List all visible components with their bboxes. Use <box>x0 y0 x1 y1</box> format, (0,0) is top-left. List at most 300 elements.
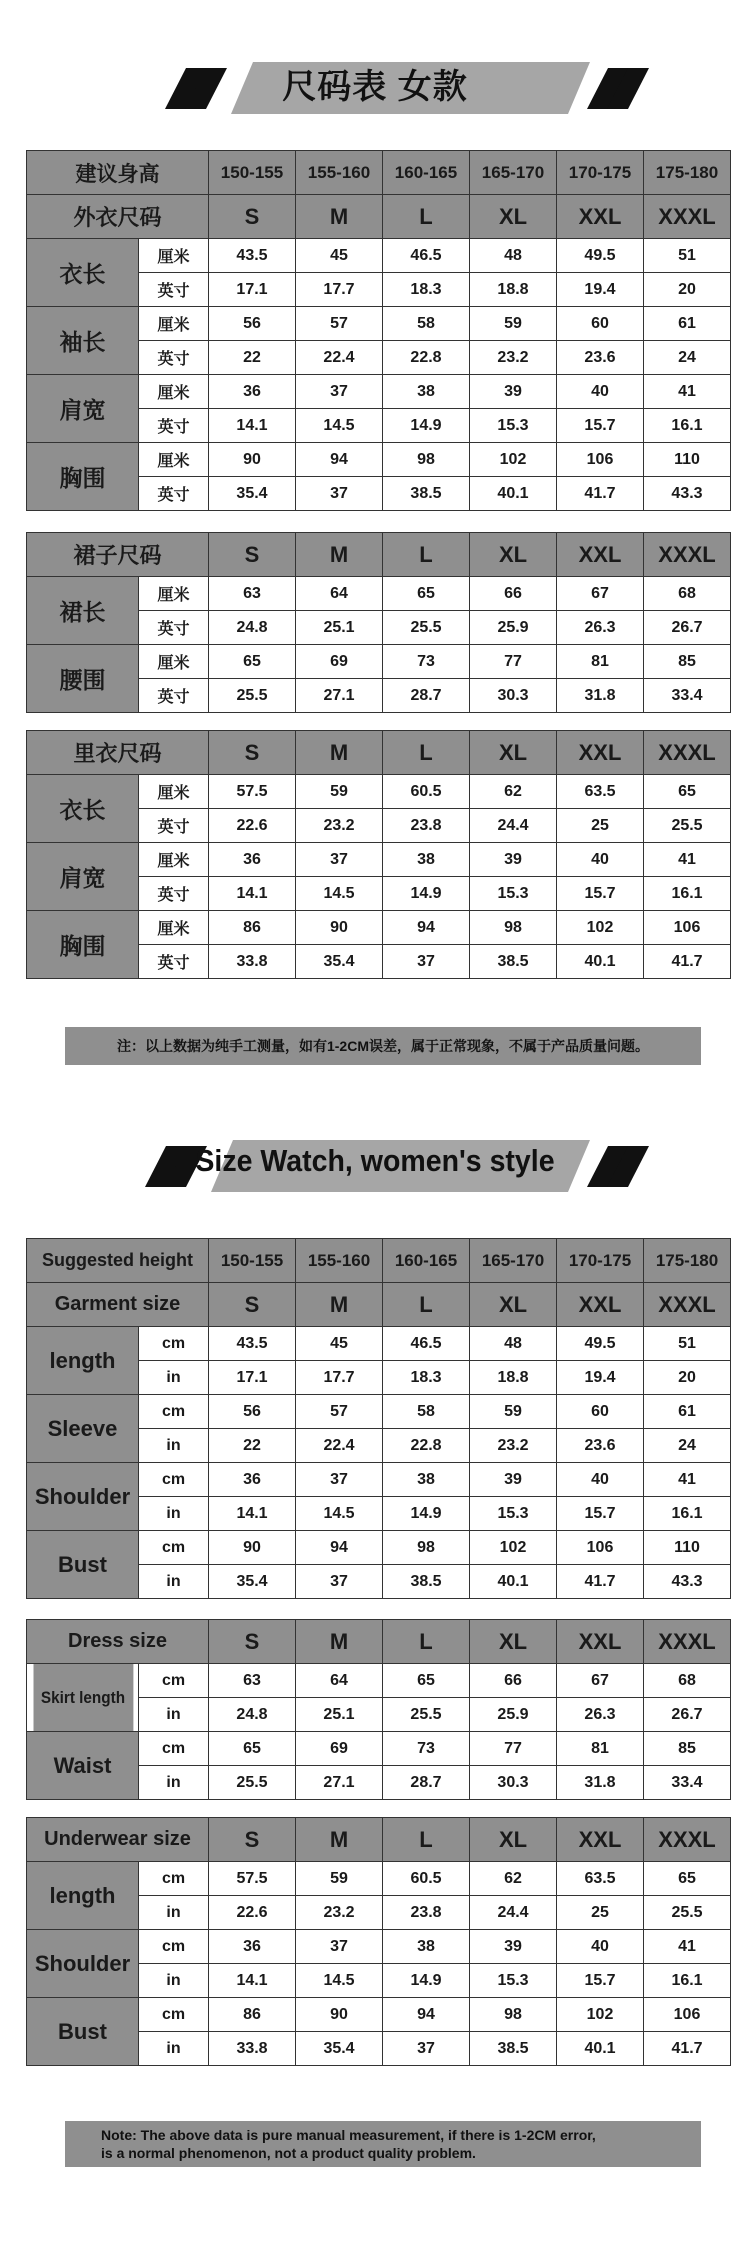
measurement-value: 106 <box>557 443 644 477</box>
page-title-cn: 尺码表 女款 <box>282 67 468 106</box>
measurement-value: 39 <box>470 1463 557 1497</box>
unit-label: in <box>139 1565 209 1599</box>
unit-label: in <box>139 2032 209 2066</box>
measurement-value: 40 <box>557 375 644 409</box>
unit-label: 厘米 <box>139 911 209 945</box>
measurement-value: 22.4 <box>296 341 383 375</box>
measurement-label: Shoulder <box>27 1463 139 1531</box>
measurement-value: 37 <box>296 1565 383 1599</box>
table-row <box>27 1998 731 2032</box>
unit-label: in <box>139 1698 209 1732</box>
measurement-value: 18.8 <box>470 1361 557 1395</box>
measurement-value: 14.1 <box>209 1497 296 1531</box>
measurement-value: 22.6 <box>209 1896 296 1930</box>
note-line-2: is a normal phenomenon, not a product quality problem. <box>101 2145 476 2161</box>
measurement-value: 57 <box>296 307 383 341</box>
measurement-value: 33.8 <box>209 2032 296 2066</box>
height-row <box>27 1239 731 1283</box>
size-label: XXXL <box>644 533 731 577</box>
measurement-value: 15.3 <box>470 1497 557 1531</box>
height-range: 165-170 <box>470 1239 557 1283</box>
measurement-value: 17.7 <box>296 1361 383 1395</box>
measurement-value: 106 <box>644 1998 731 2032</box>
measurement-value: 40.1 <box>470 477 557 511</box>
measurement-value: 40 <box>557 1930 644 1964</box>
height-range: 170-175 <box>557 1239 644 1283</box>
measurement-value: 14.1 <box>209 877 296 911</box>
measurement-value: 20 <box>644 1361 731 1395</box>
measurement-value: 25.5 <box>209 679 296 713</box>
size-label: XXL <box>557 731 644 775</box>
page-title-en: Size Watch, women's style <box>195 1143 555 1178</box>
inner-size-table-cn <box>26 730 731 979</box>
measurement-value: 86 <box>209 1998 296 2032</box>
measurement-value: 16.1 <box>644 1497 731 1531</box>
size-label: S <box>209 731 296 775</box>
table-row <box>27 843 731 877</box>
measurement-value: 43.3 <box>644 477 731 511</box>
measurement-value: 48 <box>470 1327 557 1361</box>
size-label: S <box>209 195 296 239</box>
size-label: XXL <box>557 533 644 577</box>
size-label: XXXL <box>644 195 731 239</box>
size-section-label: 里衣尺码 <box>27 731 209 775</box>
size-header-row <box>27 1283 731 1327</box>
measurement-value: 110 <box>644 1531 731 1565</box>
unit-label: 厘米 <box>139 375 209 409</box>
measurement-value: 58 <box>383 307 470 341</box>
measurement-label: length <box>27 1862 139 1930</box>
size-label: L <box>383 1818 470 1862</box>
measurement-value: 63 <box>209 1664 296 1698</box>
skirt-size-table-cn <box>26 532 731 713</box>
unit-label: 英寸 <box>139 409 209 443</box>
unit-label: 英寸 <box>139 877 209 911</box>
size-label: M <box>296 1818 383 1862</box>
measurement-value: 41.7 <box>644 2032 731 2066</box>
height-range: 150-155 <box>209 1239 296 1283</box>
measurement-value: 37 <box>383 945 470 979</box>
measurement-value: 57.5 <box>209 775 296 809</box>
measurement-value: 46.5 <box>383 239 470 273</box>
height-label: Suggested height <box>27 1239 209 1283</box>
measurement-value: 57.5 <box>209 1862 296 1896</box>
measurement-value: 77 <box>470 1732 557 1766</box>
unit-label: 英寸 <box>139 477 209 511</box>
measurement-value: 43.3 <box>644 1565 731 1599</box>
measurement-value: 25.9 <box>470 1698 557 1732</box>
unit-label: cm <box>139 1732 209 1766</box>
title-banner-en <box>0 1126 750 1196</box>
measurement-value: 66 <box>470 1664 557 1698</box>
measurement-value: 23.6 <box>557 341 644 375</box>
size-section-label: Garment size <box>27 1283 209 1327</box>
unit-label: cm <box>139 1463 209 1497</box>
size-label: M <box>296 1283 383 1327</box>
measurement-value: 36 <box>209 1463 296 1497</box>
size-section-label: 裙子尺码 <box>27 533 209 577</box>
measurement-value: 69 <box>296 645 383 679</box>
measurement-value: 14.9 <box>383 1497 470 1531</box>
outer-size-table-cn <box>26 150 731 511</box>
size-label: M <box>296 731 383 775</box>
height-range: 175-180 <box>644 1239 731 1283</box>
unit-label: 英寸 <box>139 341 209 375</box>
measurement-value: 33.4 <box>644 1766 731 1800</box>
height-range: 155-160 <box>296 151 383 195</box>
measurement-value: 37 <box>383 2032 470 2066</box>
size-header-row <box>27 731 731 775</box>
measurement-value: 25.5 <box>209 1766 296 1800</box>
unit-label: cm <box>139 1531 209 1565</box>
measurement-value: 16.1 <box>644 877 731 911</box>
measurement-value: 25.9 <box>470 611 557 645</box>
measurement-value: 24.8 <box>209 1698 296 1732</box>
measurement-value: 38 <box>383 843 470 877</box>
height-row <box>27 151 731 195</box>
measurement-value: 94 <box>383 1998 470 2032</box>
table-row <box>27 1930 731 1964</box>
size-label: XXXL <box>644 1283 731 1327</box>
table-row <box>27 443 731 477</box>
measurement-value: 26.7 <box>644 611 731 645</box>
measurement-value: 31.8 <box>557 1766 644 1800</box>
measurement-value: 40 <box>557 843 644 877</box>
measurement-value: 26.7 <box>644 1698 731 1732</box>
table-row <box>27 1531 731 1565</box>
measurement-value: 65 <box>209 1732 296 1766</box>
size-label: M <box>296 1620 383 1664</box>
measurement-label: Sleeve <box>27 1395 139 1463</box>
measurement-value: 23.2 <box>470 1429 557 1463</box>
measurement-label: Bust <box>27 1998 139 2066</box>
height-range: 160-165 <box>383 1239 470 1283</box>
table-row <box>27 307 731 341</box>
measurement-value: 14.9 <box>383 877 470 911</box>
measurement-value: 22.8 <box>383 341 470 375</box>
measurement-value: 25.5 <box>383 611 470 645</box>
measurement-value: 40.1 <box>557 945 644 979</box>
measurement-value: 61 <box>644 1395 731 1429</box>
measurement-value: 24 <box>644 1429 731 1463</box>
measurement-value: 23.2 <box>296 809 383 843</box>
measurement-value: 66 <box>470 577 557 611</box>
measurement-value: 60 <box>557 1395 644 1429</box>
size-label: XL <box>470 1818 557 1862</box>
measurement-value: 33.4 <box>644 679 731 713</box>
measurement-value: 94 <box>383 911 470 945</box>
measurement-value: 30.3 <box>470 679 557 713</box>
measurement-value: 41 <box>644 1930 731 1964</box>
measurement-value: 94 <box>296 443 383 477</box>
measurement-value: 37 <box>296 843 383 877</box>
measurement-value: 18.8 <box>470 273 557 307</box>
measurement-value: 27.1 <box>296 679 383 713</box>
measurement-value: 45 <box>296 239 383 273</box>
measurement-value: 67 <box>557 577 644 611</box>
measurement-value: 14.1 <box>209 1964 296 1998</box>
measurement-value: 37 <box>296 1930 383 1964</box>
measurement-value: 17.7 <box>296 273 383 307</box>
size-label: XL <box>470 1620 557 1664</box>
measurement-value: 33.8 <box>209 945 296 979</box>
size-section-label: 外衣尺码 <box>27 195 209 239</box>
measurement-value: 23.2 <box>296 1896 383 1930</box>
unit-label: cm <box>139 1327 209 1361</box>
size-label: XL <box>470 731 557 775</box>
measurement-value: 35.4 <box>296 945 383 979</box>
measurement-value: 59 <box>470 307 557 341</box>
measurement-value: 41 <box>644 843 731 877</box>
measurement-value: 67 <box>557 1664 644 1698</box>
measurement-value: 98 <box>383 443 470 477</box>
measurement-value: 106 <box>557 1531 644 1565</box>
measurement-value: 81 <box>557 645 644 679</box>
size-label: M <box>296 533 383 577</box>
measurement-value: 102 <box>557 911 644 945</box>
measurement-value: 62 <box>470 1862 557 1896</box>
table-row <box>27 1327 731 1361</box>
unit-label: in <box>139 1964 209 1998</box>
unit-label: cm <box>139 1664 209 1698</box>
measurement-value: 62 <box>470 775 557 809</box>
measurement-value: 40 <box>557 1463 644 1497</box>
measurement-value: 90 <box>209 1531 296 1565</box>
table-row <box>27 577 731 611</box>
unit-label: 英寸 <box>139 273 209 307</box>
measurement-label: Bust <box>27 1531 139 1599</box>
measurement-value: 49.5 <box>557 1327 644 1361</box>
measurement-label: 肩宽 <box>27 843 139 911</box>
measurement-value: 26.3 <box>557 1698 644 1732</box>
size-label: S <box>209 1818 296 1862</box>
table-row <box>27 775 731 809</box>
measurement-value: 16.1 <box>644 409 731 443</box>
measurement-value: 65 <box>644 775 731 809</box>
size-section-label: Dress size <box>27 1620 209 1664</box>
measurement-value: 38.5 <box>470 945 557 979</box>
measurement-value: 41.7 <box>644 945 731 979</box>
unit-label: in <box>139 1361 209 1395</box>
measurement-value: 26.3 <box>557 611 644 645</box>
measurement-value: 59 <box>470 1395 557 1429</box>
size-header-row <box>27 533 731 577</box>
measurement-value: 41.7 <box>557 1565 644 1599</box>
measurement-value: 77 <box>470 645 557 679</box>
title-banner-cn <box>0 48 750 118</box>
measurement-value: 17.1 <box>209 273 296 307</box>
measurement-value: 16.1 <box>644 1964 731 1998</box>
measurement-value: 102 <box>557 1998 644 2032</box>
height-label: 建议身高 <box>27 151 209 195</box>
size-label: XXXL <box>644 1620 731 1664</box>
size-label: S <box>209 1620 296 1664</box>
size-label: S <box>209 1283 296 1327</box>
measurement-label: 衣长 <box>27 775 139 843</box>
measurement-label: Waist <box>27 1732 139 1800</box>
measurement-value: 38.5 <box>383 1565 470 1599</box>
measurement-value: 85 <box>644 1732 731 1766</box>
measurement-value: 35.4 <box>209 1565 296 1599</box>
measurement-value: 39 <box>470 843 557 877</box>
table-row <box>27 239 731 273</box>
measurement-value: 56 <box>209 307 296 341</box>
size-label: XXL <box>557 1283 644 1327</box>
measurement-value: 15.3 <box>470 877 557 911</box>
unit-label: in <box>139 1766 209 1800</box>
measurement-value: 15.7 <box>557 1497 644 1531</box>
size-label: XL <box>470 195 557 239</box>
measurement-value: 35.4 <box>209 477 296 511</box>
measurement-value: 38 <box>383 1930 470 1964</box>
table-row <box>27 911 731 945</box>
size-section-label: Underwear size <box>27 1818 209 1862</box>
measurement-value: 40.1 <box>470 1565 557 1599</box>
measurement-value: 68 <box>644 1664 731 1698</box>
measurement-note-cn: 注：以上数据为纯手工测量，如有1-2CM误差，属于正常现象，不属于产品质量问题。 <box>65 1027 701 1065</box>
measurement-value: 31.8 <box>557 679 644 713</box>
measurement-value: 43.5 <box>209 1327 296 1361</box>
measurement-value: 22.4 <box>296 1429 383 1463</box>
measurement-label: 袖长 <box>27 307 139 375</box>
measurement-value: 41.7 <box>557 477 644 511</box>
measurement-value: 22 <box>209 341 296 375</box>
measurement-value: 25.1 <box>296 611 383 645</box>
measurement-value: 73 <box>383 645 470 679</box>
size-label: L <box>383 1620 470 1664</box>
measurement-value: 19.4 <box>557 273 644 307</box>
measurement-value: 38.5 <box>383 477 470 511</box>
size-label: XXXL <box>644 1818 731 1862</box>
unit-label: cm <box>139 1930 209 1964</box>
size-label: XXL <box>557 1818 644 1862</box>
measurement-value: 102 <box>470 443 557 477</box>
measurement-value: 110 <box>644 443 731 477</box>
unit-label: 厘米 <box>139 645 209 679</box>
size-label: L <box>383 731 470 775</box>
measurement-value: 37 <box>296 1463 383 1497</box>
measurement-value: 98 <box>383 1531 470 1565</box>
measurement-value: 23.2 <box>470 341 557 375</box>
measurement-value: 37 <box>296 375 383 409</box>
size-header-row <box>27 195 731 239</box>
measurement-value: 25 <box>557 809 644 843</box>
measurement-value: 49.5 <box>557 239 644 273</box>
size-label: M <box>296 195 383 239</box>
measurement-value: 41 <box>644 1463 731 1497</box>
unit-label: 厘米 <box>139 443 209 477</box>
measurement-value: 63.5 <box>557 775 644 809</box>
measurement-value: 14.9 <box>383 409 470 443</box>
measurement-value: 38 <box>383 1463 470 1497</box>
measurement-value: 28.7 <box>383 679 470 713</box>
measurement-value: 24 <box>644 341 731 375</box>
table-row <box>27 1862 731 1896</box>
measurement-value: 15.3 <box>470 409 557 443</box>
measurement-value: 14.1 <box>209 409 296 443</box>
measurement-value: 46.5 <box>383 1327 470 1361</box>
size-label: XXL <box>557 1620 644 1664</box>
measurement-value: 65 <box>644 1862 731 1896</box>
measurement-label: 胸围 <box>27 443 139 511</box>
measurement-value: 14.5 <box>296 1964 383 1998</box>
measurement-value: 68 <box>644 577 731 611</box>
unit-label: 英寸 <box>139 611 209 645</box>
measurement-value: 14.9 <box>383 1964 470 1998</box>
measurement-value: 22 <box>209 1429 296 1463</box>
outer-size-table-en <box>26 1238 731 1599</box>
size-label: XXXL <box>644 731 731 775</box>
size-header-row <box>27 1620 731 1664</box>
measurement-value: 37 <box>296 477 383 511</box>
measurement-value: 14.5 <box>296 1497 383 1531</box>
measurement-value: 15.7 <box>557 1964 644 1998</box>
measurement-value: 15.3 <box>470 1964 557 1998</box>
measurement-label: 胸围 <box>27 911 139 979</box>
measurement-value: 64 <box>296 1664 383 1698</box>
note-line-1: Note: The above data is pure manual measurement, if there is 1-2CM error, <box>101 2127 596 2143</box>
height-range: 170-175 <box>557 151 644 195</box>
measurement-value: 63.5 <box>557 1862 644 1896</box>
measurement-value: 17.1 <box>209 1361 296 1395</box>
measurement-value: 23.8 <box>383 809 470 843</box>
measurement-value: 18.3 <box>383 273 470 307</box>
measurement-value: 60 <box>557 307 644 341</box>
measurement-value: 73 <box>383 1732 470 1766</box>
measurement-value: 61 <box>644 307 731 341</box>
measurement-value: 18.3 <box>383 1361 470 1395</box>
height-range: 150-155 <box>209 151 296 195</box>
size-label: L <box>383 533 470 577</box>
unit-label: 厘米 <box>139 775 209 809</box>
skirt-size-table-en <box>26 1619 731 1800</box>
measurement-value: 51 <box>644 1327 731 1361</box>
measurement-value: 25.5 <box>383 1698 470 1732</box>
unit-label: 厘米 <box>139 307 209 341</box>
table-row <box>27 1463 731 1497</box>
measurement-value: 86 <box>209 911 296 945</box>
measurement-value: 45 <box>296 1327 383 1361</box>
measurement-value: 15.7 <box>557 409 644 443</box>
measurement-value: 57 <box>296 1395 383 1429</box>
measurement-value: 25.5 <box>644 1896 731 1930</box>
table-row <box>27 1732 731 1766</box>
measurement-value: 65 <box>383 577 470 611</box>
measurement-value: 90 <box>296 1998 383 2032</box>
size-header-row <box>27 1818 731 1862</box>
measurement-label: 衣长 <box>27 239 139 307</box>
measurement-value: 65 <box>209 645 296 679</box>
unit-label: 英寸 <box>139 945 209 979</box>
unit-label: in <box>139 1497 209 1531</box>
measurement-label: 腰围 <box>27 645 139 713</box>
measurement-value: 23.8 <box>383 1896 470 1930</box>
table-row <box>27 1395 731 1429</box>
table-row <box>27 645 731 679</box>
measurement-value: 106 <box>644 911 731 945</box>
size-label: S <box>209 533 296 577</box>
measurement-value: 25 <box>557 1896 644 1930</box>
measurement-label: length <box>27 1327 139 1395</box>
measurement-value: 60.5 <box>383 1862 470 1896</box>
measurement-value: 22.6 <box>209 809 296 843</box>
measurement-label: 肩宽 <box>27 375 139 443</box>
measurement-value: 24.8 <box>209 611 296 645</box>
measurement-value: 94 <box>296 1531 383 1565</box>
measurement-value: 22.8 <box>383 1429 470 1463</box>
unit-label: in <box>139 1896 209 1930</box>
unit-label: cm <box>139 1395 209 1429</box>
